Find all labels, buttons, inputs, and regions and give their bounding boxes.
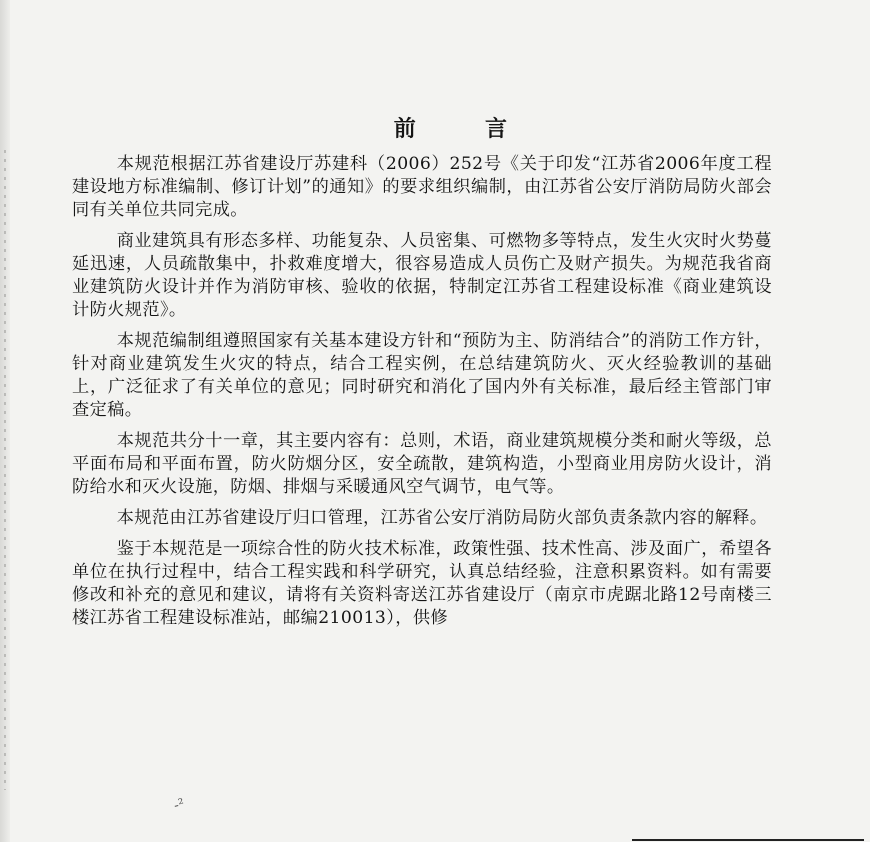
body-text [72,153,772,638]
paragraph: 商业建筑具有形态多样、功能复杂、人员密集、可燃物多等特点，发生火灾时火势蔓延迅速，人员疏散集中，扑救难度增大，很容易造成人员伤亡及财产损失。为规范我省商业建筑防火设计并作为消防审核、验收的依据，特制定江苏省工程建设标准《商业建筑设计防火规范》。 [72,231,772,320]
bottom-rule [632,839,864,841]
page-mark: -² [172,795,187,815]
paragraph: 本规范由江苏省建设厅归口管理，江苏省公安厅消防局防火部负责条款内容的解释。 [116,508,768,528]
page-title: 前 言 [393,116,538,142]
paragraph: 本规范共分十一章，其主要内容有：总则，术语，商业建筑规模分类和耐火等级，总平面布局和平面布置，防火防烟分区，安全疏散，建筑构造，小型商业用房防火设计，消防给水和灭火设施，防烟、排烟与采暖通风空气调节，电气等。 [72,431,772,497]
paragraph: 本规范根据江苏省建设厅苏建科（2006）252号《关于印发“江苏省2006年度工程建设地方标准编制、修订计划”的通知》的要求组织编制，由江苏省公安厅消防局防火部会同有关单位共同完成。 [72,154,772,220]
paragraph: 本规范编制组遵照国家有关基本建设方针和“预防为主、防消结合”的消防工作方针，针对商业建筑发生火灾的特点，结合工程实例，在总结建筑防火、灭火经验教训的基础上，广泛征求了有关单位的意见；同时研究和消化了国内外有关标准，最后经主管部门审查定稿。 [72,331,772,420]
paragraph: 鉴于本规范是一项综合性的防火技术标准，政策性强、技术性高、涉及面广，希望各单位在执行过程中，结合工程实践和科学研究，认真总结经验，注意积累资料。如有需要修改和补充的意见和建议，请将有关资料寄送江苏省建设厅（南京市虎踞北路12号南楼三楼江苏省工程建设标准站，邮编210013），供修 [72,539,772,628]
